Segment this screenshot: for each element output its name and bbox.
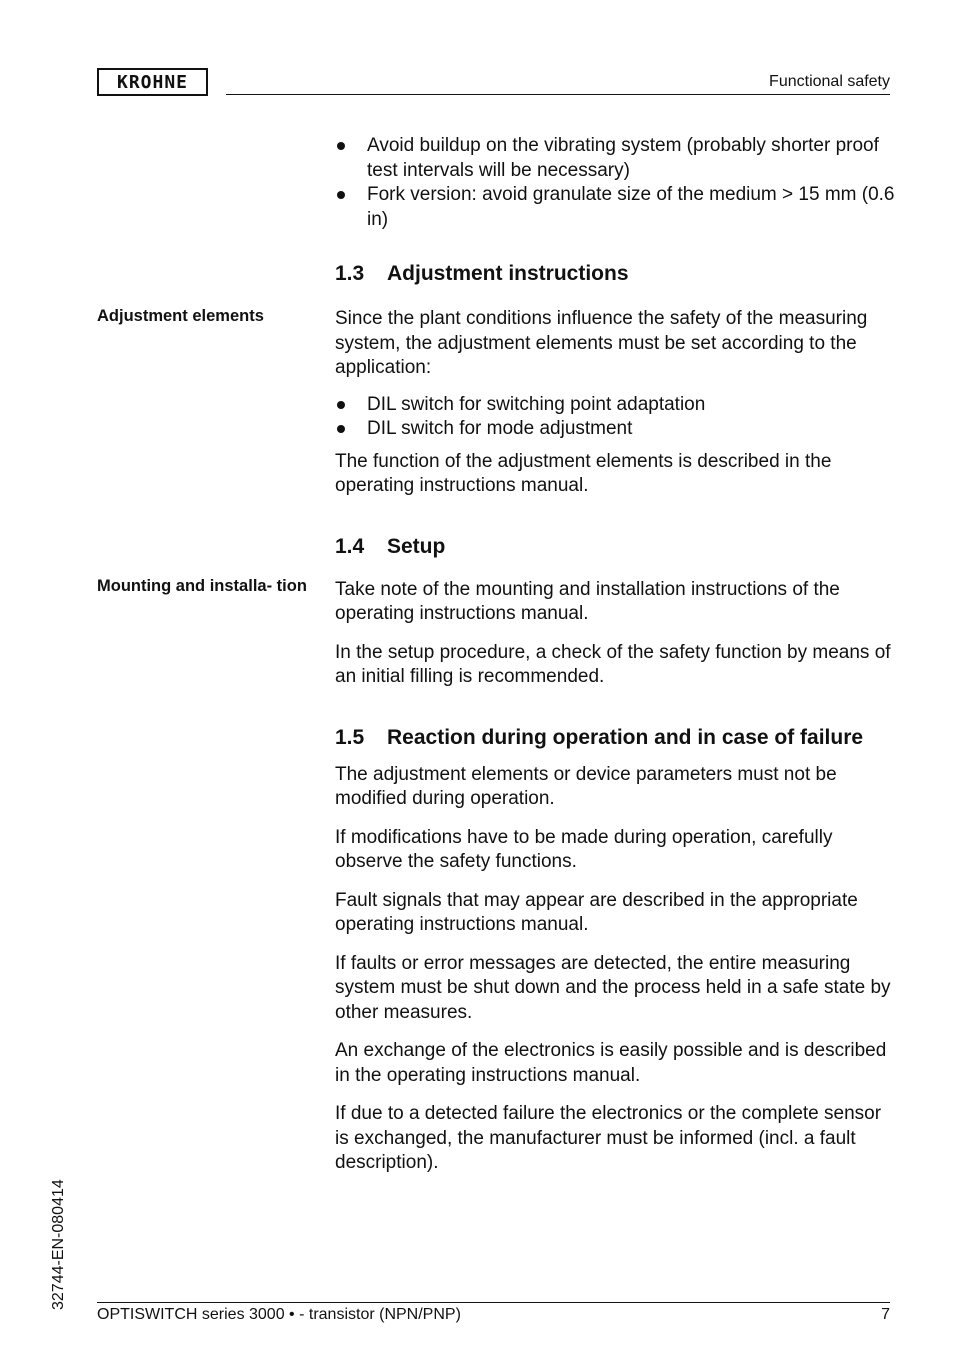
section-title: Setup [387,534,446,558]
footer-rule [97,1302,890,1303]
main-content [335,134,895,1190]
section-number: 1.4 [335,534,365,558]
side-label-adjustment-elements: Adjustment elements [97,307,264,325]
section-title: Reaction during operation and in case of failure [387,725,864,749]
paragraph: Since the plant conditions influence the safety of the measuring system, the adjustment elements must be set according to the application: [335,308,868,378]
paragraph: In the setup procedure, a check of the safety function by means of an initial filling is recommended. [335,641,891,687]
section-heading-1-3 [335,260,895,287]
page-number: 7 [881,1306,890,1323]
section-heading-1-4 [335,533,895,560]
paragraph: If modifications have to be made during operation, carefully observe the safety functions. [335,826,833,872]
list-item: Fork version: avoid granulate size of the medium > 15 mm (0.6 in) [335,183,895,232]
document-id: 32744-EN-080414 [50,1179,67,1310]
list-item: DIL switch for mode adjustment [335,417,895,442]
adjustment-bullet-list [335,393,895,442]
intro-bullet-list [335,134,895,232]
paragraph: An exchange of the electronics is easily possible and is described in the operating instructions manual. [335,1040,887,1086]
footer-product-name: OPTISWITCH series 3000 • - transistor (NPN/PNP) [97,1306,461,1323]
section-heading-1-5 [335,724,895,751]
section-title: Adjustment instructions [387,262,629,285]
section-number: 1.5 [335,725,365,749]
list-item: DIL switch for switching point adaptation [335,393,895,418]
list-item: Avoid buildup on the vibrating system (probably shorter proof test intervals will be necessary) [335,134,895,183]
paragraph: If due to a detected failure the electronics or the complete sensor is exchanged, the manufacturer must be informed (incl. a fault description). [335,1103,882,1173]
paragraph: If faults or error messages are detected, the entire measuring system must be shut down and the process held in a safe state by other measures. [335,952,891,1023]
header-rule [226,94,890,95]
running-header-title: Functional safety [769,73,890,90]
section-number: 1.3 [335,262,365,285]
paragraph: The adjustment elements or device parameters must not be modified during operation. [335,763,837,809]
paragraph: The function of the adjustment elements is described in the operating instructions manual. [335,450,832,496]
krohne-logo: KROHNE [97,68,208,96]
paragraph: Fault signals that may appear are described in the appropriate operating instructions manual. [335,889,858,935]
paragraph: Take note of the mounting and installation instructions of the operating instructions manual. [335,578,840,624]
side-label-mounting-installation: Mounting and installa- tion [97,577,307,595]
